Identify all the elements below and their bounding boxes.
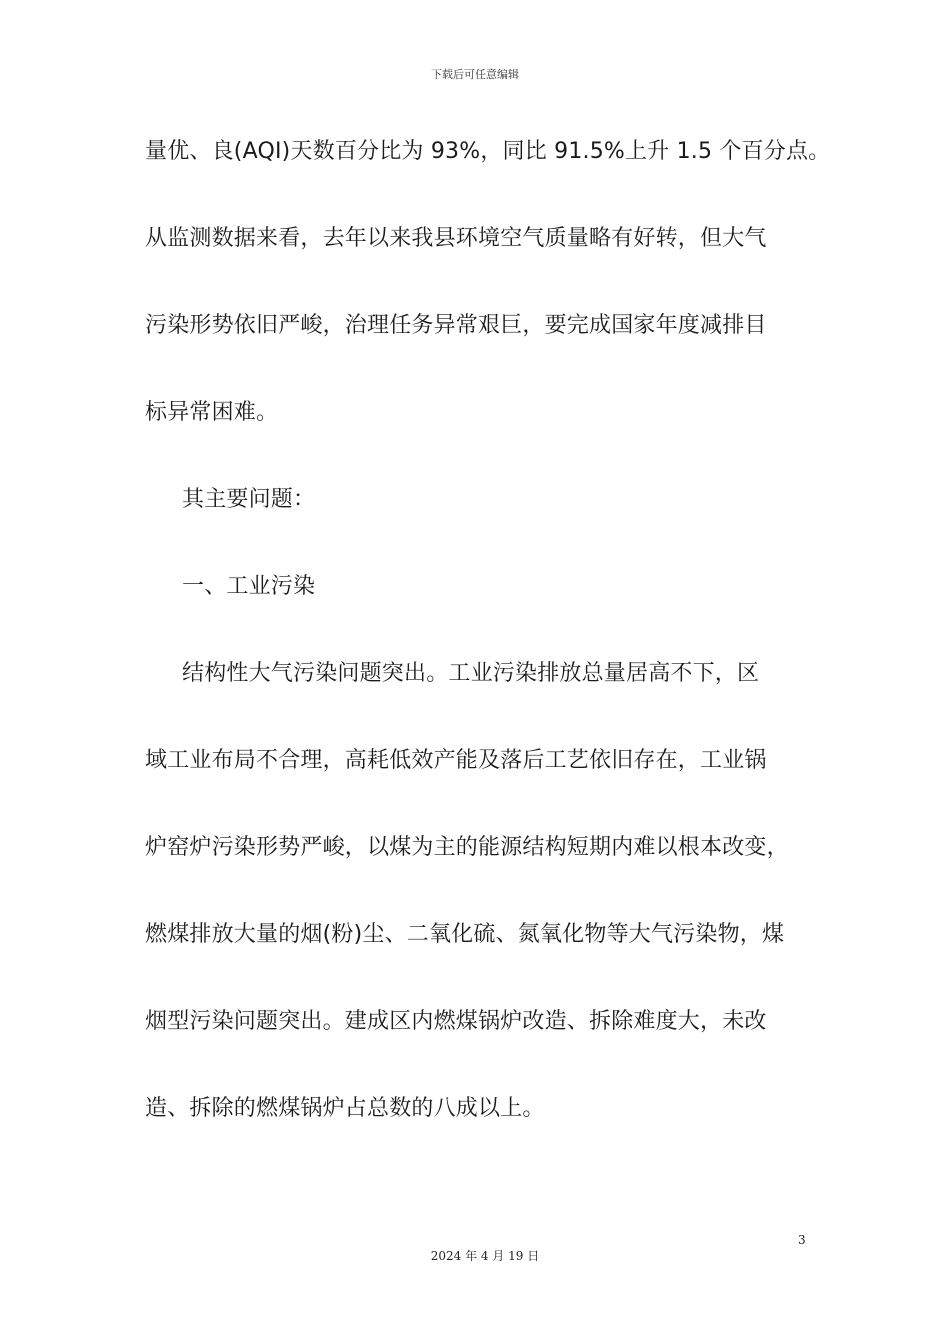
paragraph-line: 从监测数据来看，去年以来我县环境空气质量略有好转，但大气: [145, 226, 767, 251]
document-body: [145, 130, 831, 1174]
paragraph-line: 炉窑炉污染形势严峻，以煤为主的能源结构短期内难以根本改变，: [145, 835, 789, 860]
paragraph-line: 造、拆除的燃煤锅炉占总数的八成以上。: [145, 1096, 545, 1121]
footer-date: 2024 年 4 月 19 日: [430, 1249, 540, 1263]
paragraph-line: 量优、良(AQI)天数百分比为 93%，同比 91.5%上升 1.5 个百分点。: [145, 139, 831, 164]
section-intro: 其主要问题：: [182, 487, 316, 512]
section-heading: 一、工业污染: [182, 574, 316, 599]
paragraph-line: 标异常困难。: [145, 400, 279, 425]
page-number: 3: [798, 1233, 806, 1247]
paragraph-line: 污染形势依旧严峻，治理任务异常艰巨，要完成国家年度减排目: [145, 313, 767, 338]
page-header: 下载后可任意编辑: [431, 68, 519, 81]
paragraph-line: 燃煤排放大量的烟(粉)尘、二氧化硫、氮氧化物等大气污染物，煤: [145, 922, 785, 947]
paragraph-line: 结构性大气污染问题突出。工业污染排放总量居高不下，区: [182, 661, 760, 686]
paragraph-line: 域工业布局不合理，高耗低效产能及落后工艺依旧存在，工业锅: [145, 748, 767, 773]
paragraph-line: 烟型污染问题突出。建成区内燃煤锅炉改造、拆除难度大，未改: [145, 1009, 767, 1034]
